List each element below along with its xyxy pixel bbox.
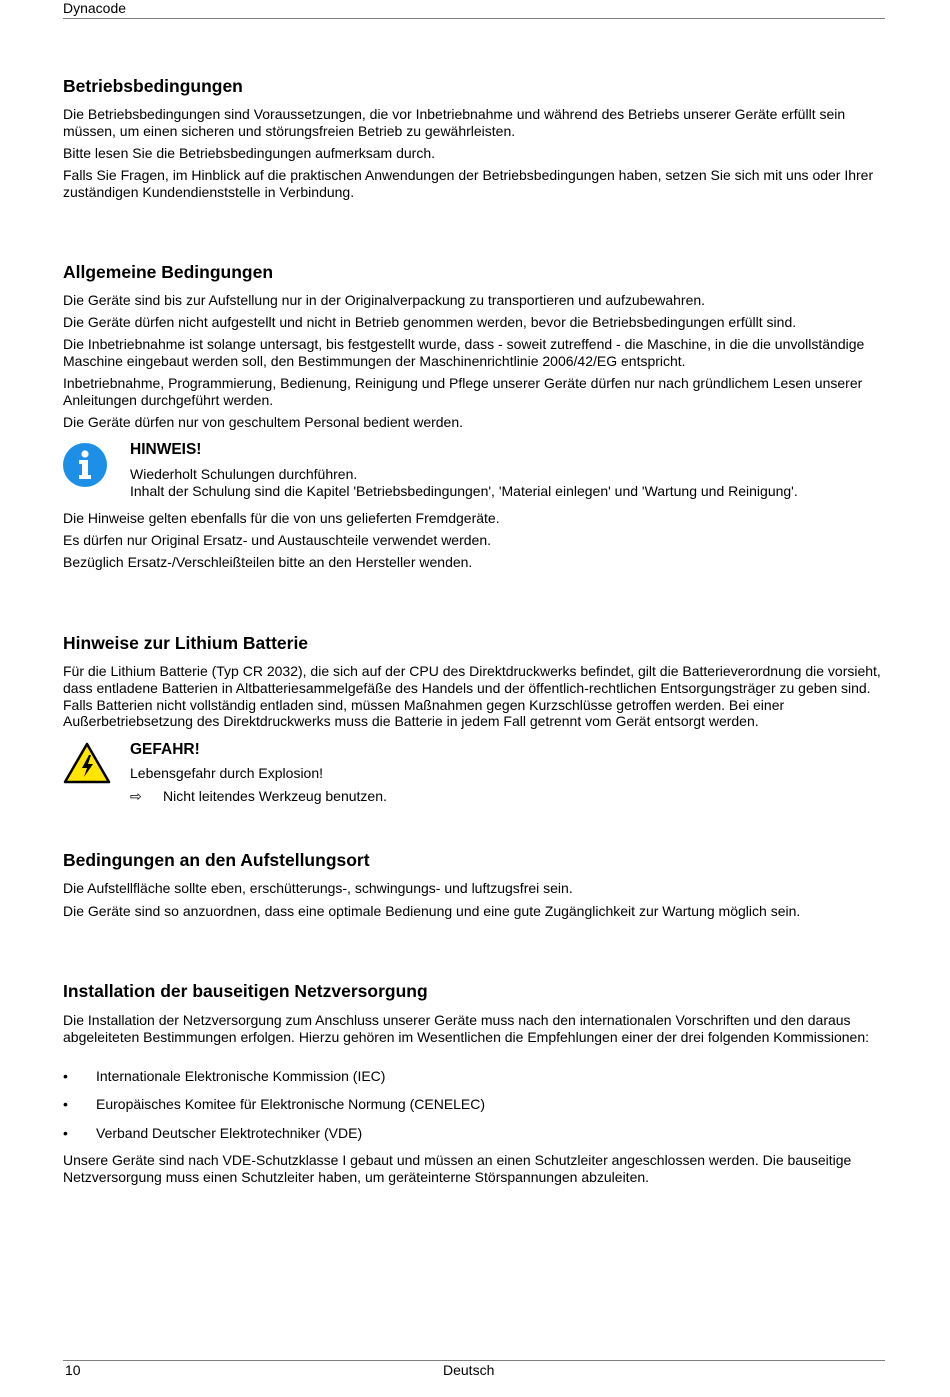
list-item-text: Internationale Elektronische Kommission (IEC) — [96, 1068, 386, 1084]
bullet-icon: • — [63, 1068, 68, 1084]
paragraph: Die Hinweise gelten ebenfalls für die von uns gelieferten Fremdgeräte. — [63, 510, 500, 526]
list-item-text: Europäisches Komitee für Elektronische Normung (CENELEC) — [96, 1096, 486, 1112]
bullet-icon: • — [63, 1125, 68, 1141]
section-title-allgemeine-bedingungen: Allgemeine Bedingungen — [63, 262, 274, 282]
gefahr-line: Lebensgefahr durch Explosion! — [130, 765, 324, 781]
page-footer — [63, 1360, 885, 1381]
paragraph: Die Aufstellfläche sollte eben, erschütterungs-, schwingungs- und luftzugsfrei sein. — [63, 880, 573, 896]
gefahr-label: GEFAHR! — [130, 741, 200, 758]
paragraph: Bitte lesen Sie die Betriebsbedingungen aufmerksam durch. — [63, 145, 435, 161]
paragraph: Die Geräte sind bis zur Aufstellung nur in der Originalverpackung zu transportieren und aufzubewahren. — [63, 292, 706, 308]
page-number: 10 — [65, 1362, 81, 1378]
paragraph: Die Betriebsbedingungen sind Voraussetzungen, die vor Inbetriebnahme und während des Betriebs unserer Geräte erfüllt sein müssen, um einen sicheren und störungsfreien Betrieb zu gewährleisten. — [63, 106, 846, 139]
paragraph: Die Inbetriebnahme ist solange untersagt, bis festgestellt wurde, dass - soweit zutreffend - die Maschine, in die die unvollständige Maschine eingebaut werden soll, den Bestimmungen der Maschinenrichtlinie 2006/42/EG entspricht. — [63, 336, 865, 369]
hinweis-line: Inhalt der Schulung sind die Kapitel 'Betriebsbedingungen', 'Material einlegen' und 'Wartung und Reinigung'. — [130, 482, 798, 499]
paragraph: Inbetriebnahme, Programmierung, Bedienung, Reinigung und Pflege unserer Geräte dürfen nur nach gründlichem Lesen unserer Anleitungen durchgeführt werden. — [63, 375, 863, 408]
header-title: Dynacode — [63, 0, 127, 16]
section-title-aufstellungsort: Bedingungen an den Aufstellungsort — [63, 850, 370, 870]
paragraph: Die Geräte sind so anzuordnen, dass eine optimale Bedienung und eine gute Zugänglichkeit zur Wartung möglich sein. — [63, 903, 801, 919]
info-icon — [63, 443, 107, 487]
gefahr-instruction-text: Nicht leitendes Werkzeug benutzen. — [163, 787, 387, 804]
section-title-lithium-batterie: Hinweise zur Lithium Batterie — [63, 633, 309, 653]
paragraph: Bezüglich Ersatz-/Verschleißteilen bitte an den Hersteller wenden. — [63, 554, 473, 570]
paragraph: Falls Sie Fragen, im Hinblick auf die praktischen Anwendungen der Betriebsbedingungen haben, setzen Sie sich mit uns oder Ihrer zuständigen Kundendienststelle in Verbindung. — [63, 167, 874, 200]
paragraph: Für die Lithium Batterie (Typ CR 2032), die sich auf der CPU des Direktdruckwerks befindet, gilt die Batterieverordnung die vorsieht, dass entladene Batterien in Altbatteriesammelgefäße des Handels und der öffentlich-rechtlichen Entsorgungsträger zu geben sind. Falls Batterien nicht vollständig entladen sind, müssen Maßnahmen gegen Kurzschlüsse getroffen werden. Bei einer Außerbetriebsetzung des Direktdruckwerks muss die Batterie in jedem Fall getrennt vom Gerät entsorgt werden. — [63, 663, 881, 730]
gefahr-instruction — [130, 788, 885, 805]
arrow-icon: ⇨ — [130, 787, 142, 804]
section-title-betriebsbedingungen: Betriebsbedingungen — [63, 76, 243, 96]
page-header — [63, 0, 885, 19]
paragraph: Unsere Geräte sind nach VDE-Schutzklasse I gebaut und müssen an einen Schutzleiter angeschlossen werden. Die bauseitige Netzversorgung muss einen Schutzleiter haben, um geräteinterne Störspannungen abzuleiten. — [63, 1152, 852, 1185]
hinweis-line: Wiederholt Schulungen durchführen. — [130, 466, 358, 482]
hinweis-label: HINWEIS! — [130, 441, 202, 458]
bullet-icon: • — [63, 1096, 68, 1112]
paragraph: Die Installation der Netzversorgung zum Anschluss unserer Geräte muss nach den internationalen Vorschriften und den daraus abgeleiteten Bestimmungen erfolgen. Hierzu gehören im Wesentlichen die Empfehlungen einer der drei folgenden Kommissionen: — [63, 1012, 869, 1045]
electric-hazard-icon — [63, 742, 111, 784]
footer-language: Deutsch — [443, 1362, 495, 1378]
paragraph: Die Geräte dürfen nur von geschultem Personal bedient werden. — [63, 414, 464, 430]
hinweis-box — [63, 440, 885, 502]
paragraph: Die Geräte dürfen nicht aufgestellt und nicht in Betrieb genommen werden, bevor die Betriebsbedingungen erfüllt sind. — [63, 314, 797, 330]
gefahr-box — [63, 740, 885, 810]
gefahr-text — [130, 740, 885, 805]
section-title-netzversorgung: Installation der bauseitigen Netzversorgung — [63, 981, 428, 1001]
list-item-text: Verband Deutscher Elektrotechniker (VDE) — [96, 1125, 363, 1141]
hinweis-text — [130, 440, 885, 500]
paragraph: Es dürfen nur Original Ersatz- und Austauschteile verwendet werden. — [63, 532, 492, 548]
